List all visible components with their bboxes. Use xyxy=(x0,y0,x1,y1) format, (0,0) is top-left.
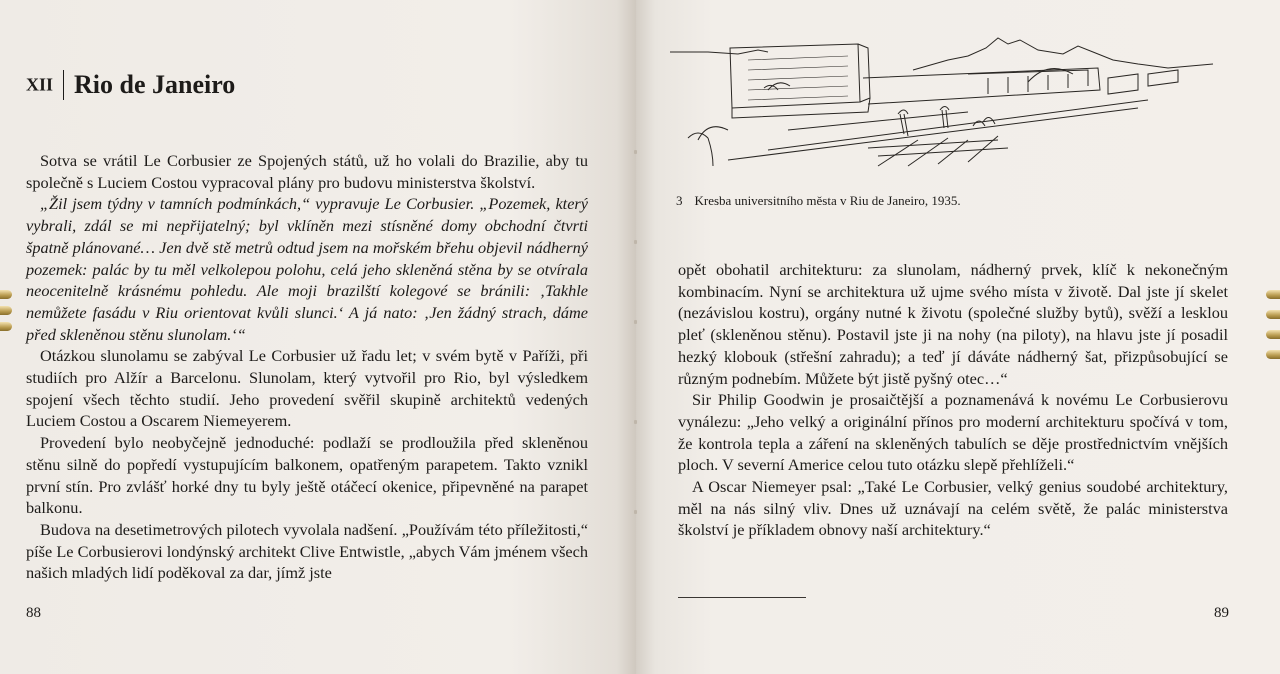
stitch-hole xyxy=(634,420,637,424)
university-city-sketch xyxy=(668,30,1228,170)
chapter-divider xyxy=(63,70,64,100)
paragraph: Budova na desetimetrových pilotech vyvolala nadšení. „Používám této příležitosti,“ píše Le Corbusierovi londýnský architekt Clive Entwistle, „abych Vám jménem všech našich mladých lidí poděkoval za dar, jímž jste xyxy=(26,519,588,583)
binder-ring xyxy=(1266,330,1280,339)
binder-ring xyxy=(0,322,12,331)
left-page xyxy=(0,0,636,674)
page-number: 89 xyxy=(1214,605,1229,621)
figure-number: 3 xyxy=(676,193,683,208)
paragraph: Otázkou slunolamu se zabýval Le Corbusier už řadu let; v svém bytě v Paříži, při studiích pro Alžír a Barcelonu. Slunolam, který vytvořil pro Rio, byl výsledkem spojení všech těchto studií. Jeho provedení svěřil skupině architektů vedených Luciem Costou a Oscarem Niemeyerem. xyxy=(26,346,588,431)
stitch-hole xyxy=(634,240,637,244)
binder-ring xyxy=(1266,350,1280,359)
binder-ring xyxy=(0,290,12,299)
paragraph: „Žil jsem týdny v tamních podmínkách,“ vypravuje Le Corbusier. „Pozemek, který vybrali, zdál se mi nepřijatelný; byl vklíněn mezi stísněné domy obchodní čtvrti špatně plánované… Jen dvě stě metrů odtud jsem na mořském břehu objevil nádherný pozemek: palác by tu měl velkolepou polohu, celá jeho skleněná stěna by se otvírala neocenitelně krásnému pohledu. Ale moji brazilští kolegové se bránili: ‚Takhle nemůžete fasádu v Riu orientovat kvůli slunci.‘ A já nato: ‚Jen žádný strach, dáme před skleněnou stěnu slunolam.‘“ xyxy=(26,194,588,344)
stitch-hole xyxy=(634,320,637,324)
paragraph: A Oscar Niemeyer psal: „Také Le Corbusier, velký genius soudobé architektury, měl na nás silný vliv. Dnes už uznávají na celém světě, že palác ministerstva školství je příkladem obnovy naší architektury.“ xyxy=(678,477,1228,540)
binder-ring xyxy=(1266,290,1280,299)
paragraph: Sir Philip Goodwin je prosaičtější a poznamenává k novému Le Corbusierovu vynálezu: „Jeho velký a originální přínos pro moderní architekturu spočívá v tom, že kontrola tepla a záření na skleněných tabulích se děje prostřednictvím vnějších ploch. V severní Americe celou tuto otázku slepě přehlíželi.“ xyxy=(678,390,1228,475)
stitch-hole xyxy=(634,510,637,514)
page-number: 88 xyxy=(26,605,41,621)
chapter-number: XII xyxy=(26,74,54,95)
binder-ring xyxy=(1266,310,1280,319)
figure-caption xyxy=(676,193,961,209)
left-body-text xyxy=(26,150,588,584)
binder-ring xyxy=(0,306,12,315)
right-body-text xyxy=(678,259,1228,541)
paragraph: opět obohatil architekturu: za slunolam, nádherný prvek, klíč k nekonečným kombinacím. Nyní se architektura už ujme svého místa v životě. Dal jste jí skelet (nezávislou kostru), orgány nutné k životu (společné služby bytů), svěží a lesklou pleť (skleněnou stěnu). Postavil jste ji na nohy (na piloty), na hlavu jste jí posadil hezký klobouk (střešní zahradu); a teď jí dáváte nádherný šat, přizpůsobující se různým podnebím. Můžete být jistě pyšný otec…“ xyxy=(678,260,1228,388)
chapter-title: Rio de Janeiro xyxy=(74,70,236,99)
paragraph: Provedení bylo neobyčejně jednoduché: podlaží se prodloužila před skleněnou stěnu silně do popředí vystupujícím balkonem, opatřeným parapetem. Takto vznikl první stín. Pro zvlášť horké dny tu byly ještě otáčecí okenice, připevněné na parapet balkonu. xyxy=(26,433,588,518)
caption-text: Kresba universitního města v Riu de Janeiro, 1935. xyxy=(694,193,961,208)
paragraph: Sotva se vrátil Le Corbusier ze Spojených států, už ho volali do Brazilie, aby tu společně s Luciem Costou vypracoval plány pro budovu ministerstva školství. xyxy=(26,151,588,192)
footnote-rule xyxy=(678,597,806,598)
stitch-hole xyxy=(634,150,637,154)
chapter-heading xyxy=(26,70,235,100)
